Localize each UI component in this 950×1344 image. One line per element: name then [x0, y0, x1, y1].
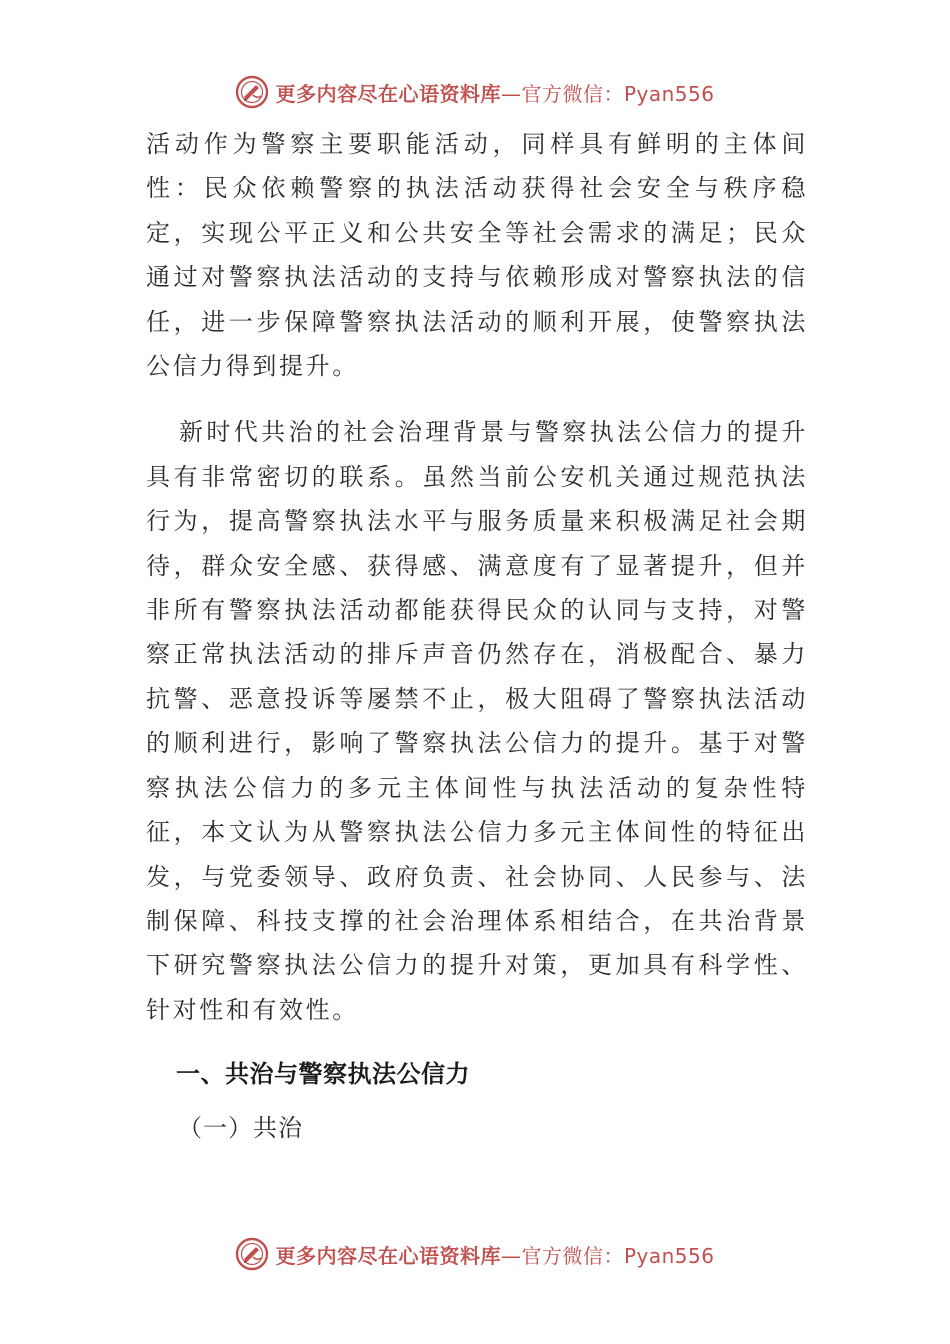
footer-watermark	[0, 1234, 950, 1274]
seal-logo-icon	[235, 1237, 269, 1271]
watermark-text	[275, 1240, 714, 1269]
watermark-dash: —	[500, 81, 522, 106]
watermark-suffix: 官方微信：Pyan556	[521, 81, 715, 106]
header-watermark	[0, 72, 950, 112]
watermark-suffix: 官方微信：Pyan556	[521, 1243, 715, 1268]
watermark-dash: —	[500, 1243, 522, 1268]
document-body	[146, 122, 808, 1150]
paragraph-1: 活动作为警察主要职能活动，同样具有鲜明的主体间性：民众依赖警察的执法活动获得社会安全与秩序稳定，实现公平正义和公共安全等社会需求的满足；民众通过对警察执法活动的支持与依赖形成对警察执法的信任，进一步保障警察执法活动的顺利开展，使警察执法公信力得到提升。	[146, 130, 808, 381]
paragraph-2: 新时代共治的社会治理背景与警察执法公信力的提升具有非常密切的联系。虽然当前公安机关通过规范执法行为，提高警察执法水平与服务质量来积极满足社会期待，群众安全感、获得感、满意度有了显著提升，但并非所有警察执法活动都能获得民众的认同与支持，对警察正常执法活动的排斥声音仍然存在，消极配合、暴力抗警、恶意投诉等屡禁不止，极大阻碍了警察执法活动的顺利进行，影响了警察执法公信力的提升。基于对警察执法公信力的多元主体间性与执法活动的复杂性特征，本文认为从警察执法公信力多元主体间性的特征出发，与党委领导、政府负责、社会协同、人民参与、法制保障、科技支撑的社会治理体系相结合，在共治背景下研究警察执法公信力的提升对策，更加具有科学性、针对性和有效性。	[146, 418, 808, 1024]
seal-logo-icon	[235, 75, 269, 109]
watermark-main: 更多内容尽在心语资料库	[275, 81, 501, 106]
subsection-heading: （一）共治	[178, 1114, 303, 1143]
watermark-main: 更多内容尽在心语资料库	[275, 1243, 501, 1268]
section-heading: 一、共治与警察执法公信力	[176, 1060, 470, 1089]
watermark-text	[275, 78, 714, 107]
